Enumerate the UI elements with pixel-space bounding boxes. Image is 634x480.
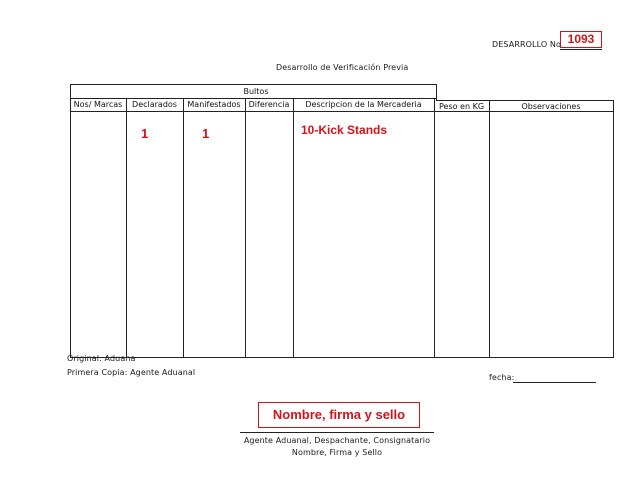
agent-label: Agente Aduanal, Despachante, Consignatario [243,436,431,445]
cell-descripcion: 10-Kick Stands [301,123,388,137]
col-header-diferencia: Diferencia [248,100,290,109]
primera-copia-note: Primera Copia: Agente Aduanal [67,368,196,377]
bultos-group-header: Bultos [243,87,269,96]
col-header-peso: Peso en KG [438,102,485,111]
col-header-observaciones: Observaciones [521,102,581,111]
fecha-blank-line [513,382,596,383]
fecha-label: fecha: [489,373,515,382]
agent-sub-label: Nombre, Firma y Sello [291,448,383,457]
cell-manifestados: 1 [202,126,210,141]
cell-declarados: 1 [141,126,149,141]
original-note: Original: Aduana [67,354,136,363]
page-title: Desarrollo de Verificación Previa [276,63,409,72]
signature-line [240,432,434,433]
desarrollo-number: 1093 [560,31,602,48]
col-header-manifestados: Manifestados [187,100,241,109]
desarrollo-label: DESARROLLO No [492,40,561,49]
col-header-declarados: Declarados [132,100,177,109]
col-header-marcas: Nos/ Marcas [73,100,123,109]
col-header-descripcion: Descripcion de la Mercaderia [305,100,422,109]
signature-stamp: Nombre, firma y sello [258,402,420,428]
